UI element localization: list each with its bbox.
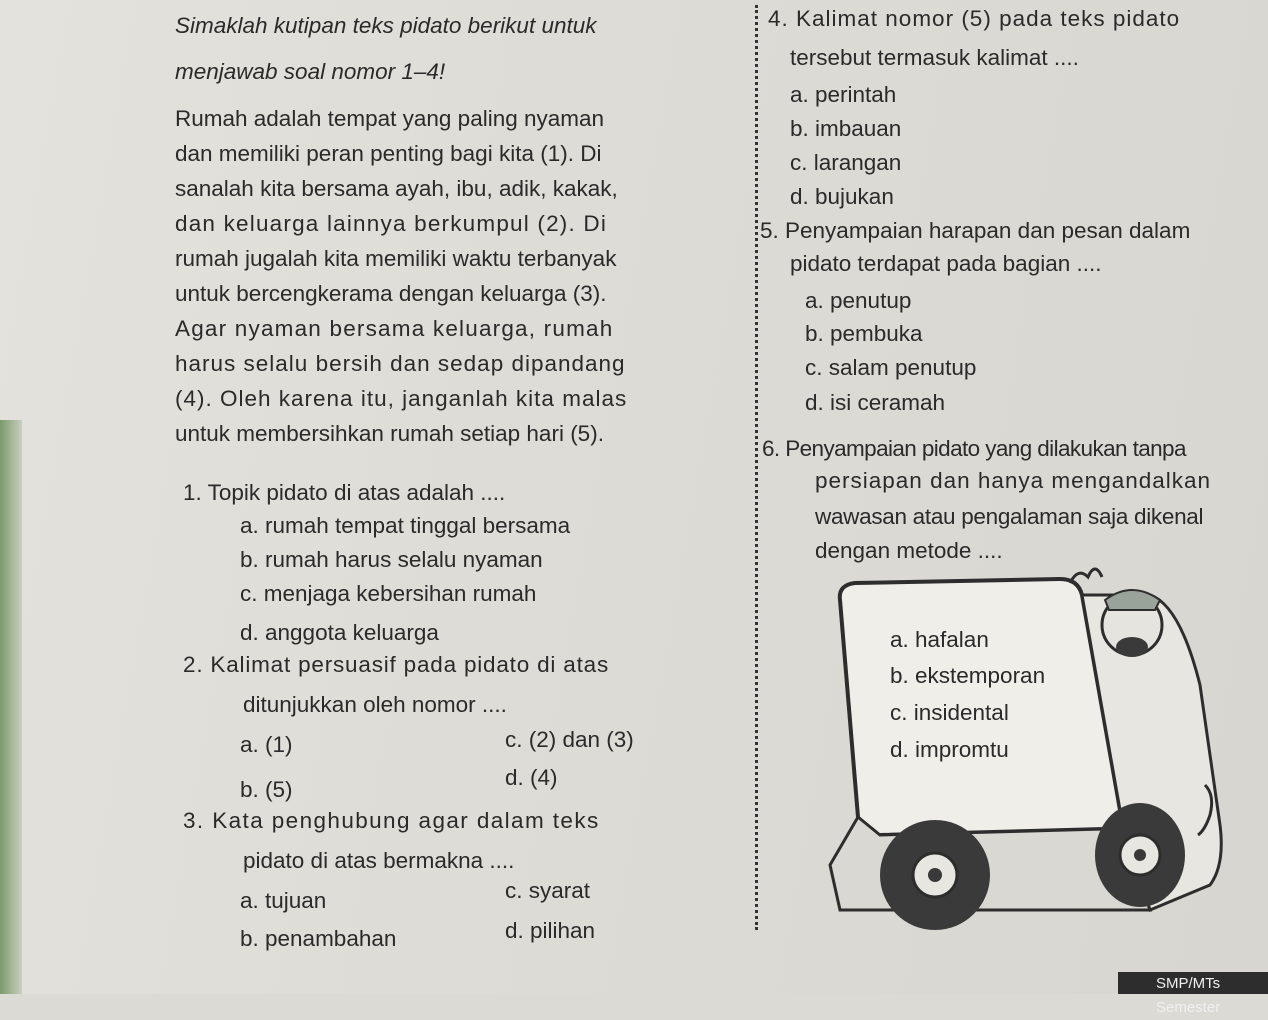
option-a[interactable]: a. hafalan <box>890 627 989 652</box>
question-stem: 6. Penyampaian pidato yang dilakukan tanpa <box>762 436 1186 461</box>
question-stem: 1. Topik pidato di atas adalah .... <box>183 480 506 505</box>
question-stem: 3. Kata penghubung agar dalam teks <box>183 808 600 833</box>
question-stem-cont: persiapan dan hanya mengandalkan <box>815 468 1212 493</box>
option-a[interactable]: a. rumah tempat tinggal bersama <box>240 513 571 538</box>
option-b[interactable]: b. penambahan <box>240 926 397 951</box>
passage-line: untuk bercengkerama dengan keluarga (3). <box>175 281 607 306</box>
question-stem-cont: wawasan atau pengalaman saja dikenal <box>815 504 1204 529</box>
footer-label: SMP/MTs Semester <box>1118 972 1268 994</box>
option-d[interactable]: d. bujukan <box>790 184 894 209</box>
option-c[interactable]: c. insidental <box>890 700 1009 725</box>
passage-line: sanalah kita bersama ayah, ibu, adik, kakak, <box>175 176 618 201</box>
question-stem: 5. Penyampaian harapan dan pesan dalam <box>760 218 1191 243</box>
question-stem-cont: pidato di atas bermakna .... <box>243 848 515 873</box>
option-d[interactable]: d. (4) <box>505 765 558 790</box>
option-a[interactable]: a. penutup <box>805 288 912 313</box>
question-stem-cont: pidato terdapat pada bagian .... <box>790 251 1102 276</box>
option-a[interactable]: a. tujuan <box>240 888 327 913</box>
passage-line: untuk membersihkan rumah setiap hari (5). <box>175 421 604 446</box>
passage-line: rumah jugalah kita memiliki waktu terbanyak <box>175 246 617 271</box>
option-b[interactable]: b. pembuka <box>805 321 923 346</box>
option-c[interactable]: c. (2) dan (3) <box>505 727 634 752</box>
passage-line: Agar nyaman bersama keluarga, rumah <box>175 316 614 341</box>
option-d[interactable]: d. isi ceramah <box>805 390 946 415</box>
option-b[interactable]: b. (5) <box>240 777 293 802</box>
question-stem-cont: ditunjukkan oleh nomor .... <box>243 692 507 717</box>
intro-line-2: menjawab soal nomor 1–4! <box>175 59 446 84</box>
intro-line-1: Simaklah kutipan teks pidato berikut untuk <box>175 13 597 38</box>
option-b[interactable]: b. ekstemporan <box>890 663 1046 688</box>
option-a[interactable]: a. perintah <box>790 82 897 107</box>
option-d[interactable]: d. anggota keluarga <box>240 620 439 645</box>
page-edge <box>0 420 22 994</box>
option-c[interactable]: c. salam penutup <box>805 355 977 380</box>
bus-cartoon-icon <box>820 565 1260 950</box>
passage-line: (4). Oleh karena itu, janganlah kita malas <box>175 386 628 411</box>
option-b[interactable]: b. rumah harus selalu nyaman <box>240 547 543 572</box>
question-stem-cont: dengan metode .... <box>815 538 1003 563</box>
passage-line: harus selalu bersih dan sedap dipandang <box>175 351 626 376</box>
option-b[interactable]: b. imbauan <box>790 116 902 141</box>
option-c[interactable]: c. larangan <box>790 150 902 175</box>
passage-line: dan memiliki peran penting bagi kita (1). Di <box>175 141 602 166</box>
option-d[interactable]: d. pilihan <box>505 918 596 943</box>
option-a[interactable]: a. (1) <box>240 732 293 757</box>
column-divider <box>755 5 758 930</box>
passage-line: Rumah adalah tempat yang paling nyaman <box>175 106 605 131</box>
question-stem: 2. Kalimat persuasif pada pidato di atas <box>183 652 609 677</box>
option-c[interactable]: c. syarat <box>505 878 591 903</box>
option-c[interactable]: c. menjaga kebersihan rumah <box>240 581 537 606</box>
question-stem: 4. Kalimat nomor (5) pada teks pidato <box>768 6 1181 31</box>
question-stem-cont: tersebut termasuk kalimat .... <box>790 45 1079 70</box>
option-d[interactable]: d. impromtu <box>890 737 1009 762</box>
passage-line: dan keluarga lainnya berkumpul (2). Di <box>175 211 608 236</box>
